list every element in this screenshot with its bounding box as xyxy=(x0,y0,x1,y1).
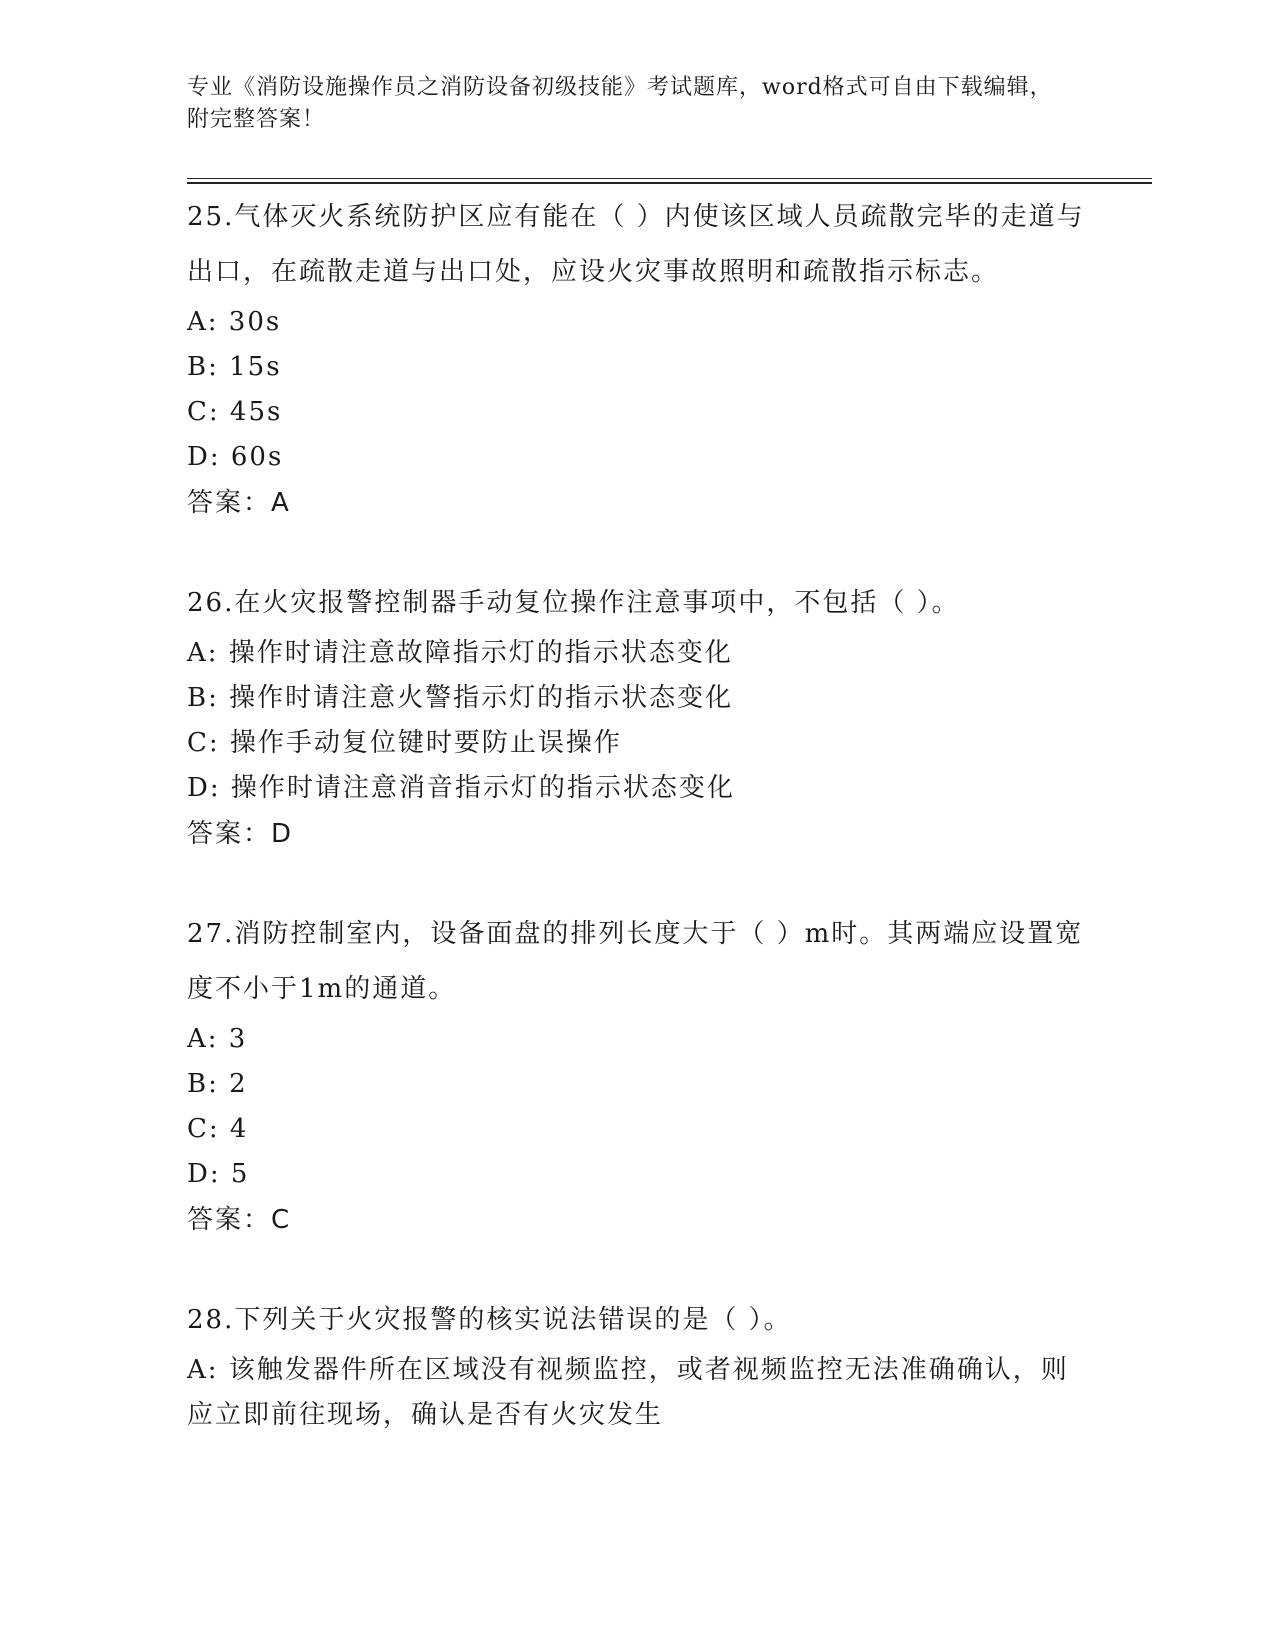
option-a: A: 该触发器件所在区域没有视频监控，或者视频监控无法准确确认，则应立即前往现场，确认是否有火灾发生 xyxy=(187,1355,1069,1430)
answer: 答案：A xyxy=(187,488,291,518)
option-b: B: 2 xyxy=(187,1069,248,1099)
question-list xyxy=(187,190,1087,1488)
question-stem: 28.下列关于火灾报警的核实说法错误的是（ ）。 xyxy=(187,1305,792,1335)
option-a: A: 操作时请注意故障指示灯的指示状态变化 xyxy=(187,638,733,668)
option-a: A: 3 xyxy=(187,1024,248,1054)
option-c: C: 45s xyxy=(187,397,283,427)
answer: 答案：C xyxy=(187,1205,292,1235)
question-stem: 26.在火灾报警控制器手动复位操作注意事项中，不包括（ ）。 xyxy=(187,588,960,618)
question-27 xyxy=(187,907,1087,1243)
option-c: C: 操作手动复位键时要防止误操作 xyxy=(187,728,622,758)
option-c: C: 4 xyxy=(187,1114,249,1144)
question-stem: 27.消防控制室内，设备面盘的排列长度大于（ ）m时。其两端应设置宽度不小于1m的通道。 xyxy=(187,919,1084,1004)
option-d: D: 操作时请注意消音指示灯的指示状态变化 xyxy=(187,773,735,803)
option-b: B: 15s xyxy=(187,352,282,382)
answer: 答案：D xyxy=(187,819,294,849)
header-divider-thin xyxy=(187,178,1152,179)
option-d: D: 5 xyxy=(187,1159,250,1189)
question-28 xyxy=(187,1293,1087,1438)
option-b: B: 操作时请注意火警指示灯的指示状态变化 xyxy=(187,683,734,713)
question-stem: 25.气体灭火系统防护区应有能在（ ）内使该区域人员疏散完毕的走道与出口，在疏散走道与出口处，应设火灾事故照明和疏散指示标志。 xyxy=(187,202,1085,287)
option-d: D: 60s xyxy=(187,442,284,472)
option-a: A: 30s xyxy=(187,307,282,337)
page-header: 专业《消防设施操作员之消防设备初级技能》考试题库，word格式可自由下载编辑，附完整答案！ xyxy=(187,75,1053,132)
question-26 xyxy=(187,576,1087,857)
question-25 xyxy=(187,190,1087,526)
header-divider-thick xyxy=(187,182,1152,184)
